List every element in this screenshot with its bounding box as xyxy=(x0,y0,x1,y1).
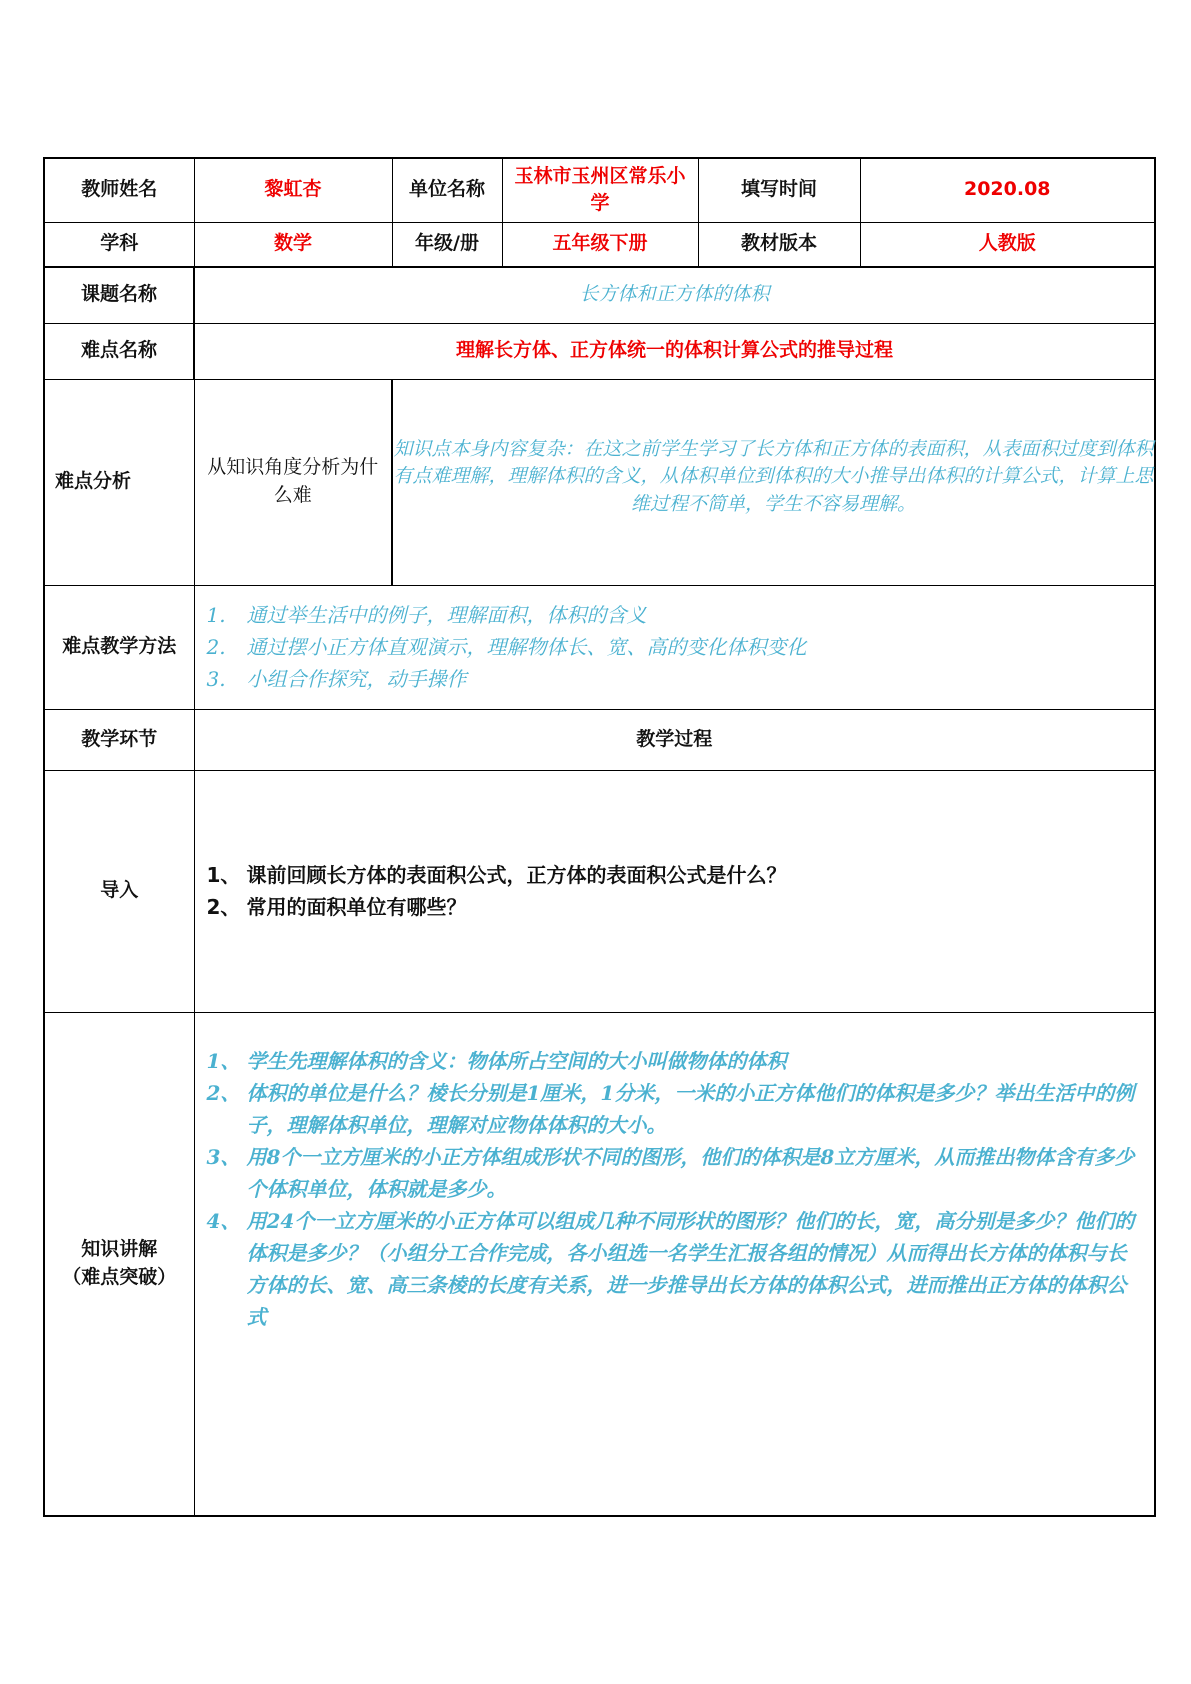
analysis-label: 难点分析 xyxy=(44,379,194,585)
list-item: 2. 通过摆小正方体直观演示，理解物体长、宽、高的变化体积变化 xyxy=(206,635,807,659)
topic-row xyxy=(44,267,1155,323)
difficulty-value: 理解长方体、正方体统一的体积计算公式的推导过程 xyxy=(194,323,1155,379)
header-row-2 xyxy=(44,222,1155,267)
edition-value: 人教版 xyxy=(860,222,1155,267)
knowledge-list xyxy=(195,1045,1155,1333)
process-title: 教学过程 xyxy=(194,709,1155,770)
unit-label: 单位名称 xyxy=(392,158,502,222)
list-item: 1、 课前回顾长方体的表面积公式，正方体的表面积公式是什么？ xyxy=(206,863,787,887)
analysis-text: 知识点本身内容复杂：在这之前学生学习了长方体和正方体的表面积，从表面积过度到体积有点难理解，理解体积的含义，从体积单位到体积的大小推导出体积的计算公式，计算上思维过程不简单，学生不容易理解。 xyxy=(392,379,1155,585)
topic-label: 课题名称 xyxy=(44,267,194,323)
time-label: 填写时间 xyxy=(698,158,860,222)
knowledge-cell xyxy=(194,1012,1155,1516)
knowledge-label-line2: （难点突破） xyxy=(62,1265,177,1288)
difficulty-label: 难点名称 xyxy=(44,323,194,379)
subject-value: 数学 xyxy=(194,222,392,267)
list-item: 3. 小组合作探究，动手操作 xyxy=(206,667,467,691)
knowledge-label xyxy=(44,1012,194,1516)
list-item: 4、 用24个一立方厘米的小正方体可以组成几种不同形状的图形？他们的长，宽，高分别是多少？他们的体积是多少？（小组分工合作完成，各小组选一名学生汇报各组的情况）从而得出长方体的体积与长方体的长、宽、高三条棱的长度有关系，进一步推导出长方体的体积公式，进而推出正方体的体积公式 xyxy=(206,1208,1135,1329)
knowledge-row xyxy=(44,1012,1155,1516)
unit-value: 玉林市玉州区常乐小学 xyxy=(502,158,698,222)
difficulty-row xyxy=(44,323,1155,379)
grade-label: 年级/册 xyxy=(392,222,502,267)
process-header-row xyxy=(44,709,1155,770)
list-item: 1、 学生先理解体积的含义：物体所占空间的大小叫做物体的体积 xyxy=(206,1048,787,1073)
list-item: 1. 通过举生活中的例子，理解面积，体积的含义 xyxy=(206,603,647,627)
methods-cell xyxy=(194,585,1155,709)
lesson-plan-table xyxy=(43,157,1156,1517)
teacher-value: 黎虹杏 xyxy=(194,158,392,222)
methods-list xyxy=(195,599,1155,695)
intro-list xyxy=(195,859,1155,923)
subject-label: 学科 xyxy=(44,222,194,267)
list-item: 2、 体积的单位是什么？棱长分别是1厘米，1分米，一米的小正方体他们的体积是多少？举出生活中的例子，理解体积单位，理解对应物体体积的大小。 xyxy=(206,1080,1135,1137)
methods-label: 难点教学方法 xyxy=(44,585,194,709)
list-item: 2、 常用的面积单位有哪些？ xyxy=(206,895,467,919)
list-item: 3、 用8个一立方厘米的小正方体组成形状不同的图形，他们的体积是8立方厘米，从而推出物体含有多少个体积单位，体积就是多少。 xyxy=(206,1144,1135,1201)
header-row-1 xyxy=(44,158,1155,222)
intro-label: 导入 xyxy=(44,770,194,1012)
edition-label: 教材版本 xyxy=(698,222,860,267)
analysis-sub-label: 从知识角度分析为什么难 xyxy=(194,379,392,585)
analysis-row xyxy=(44,379,1155,585)
grade-value: 五年级下册 xyxy=(502,222,698,267)
teacher-label: 教师姓名 xyxy=(44,158,194,222)
process-step-label: 教学环节 xyxy=(44,709,194,770)
topic-value: 长方体和正方体的体积 xyxy=(194,267,1155,323)
time-value: 2020.08 xyxy=(860,158,1155,222)
methods-row xyxy=(44,585,1155,709)
knowledge-label-line1: 知识讲解 xyxy=(81,1238,158,1261)
intro-cell xyxy=(194,770,1155,1012)
intro-row xyxy=(44,770,1155,1012)
